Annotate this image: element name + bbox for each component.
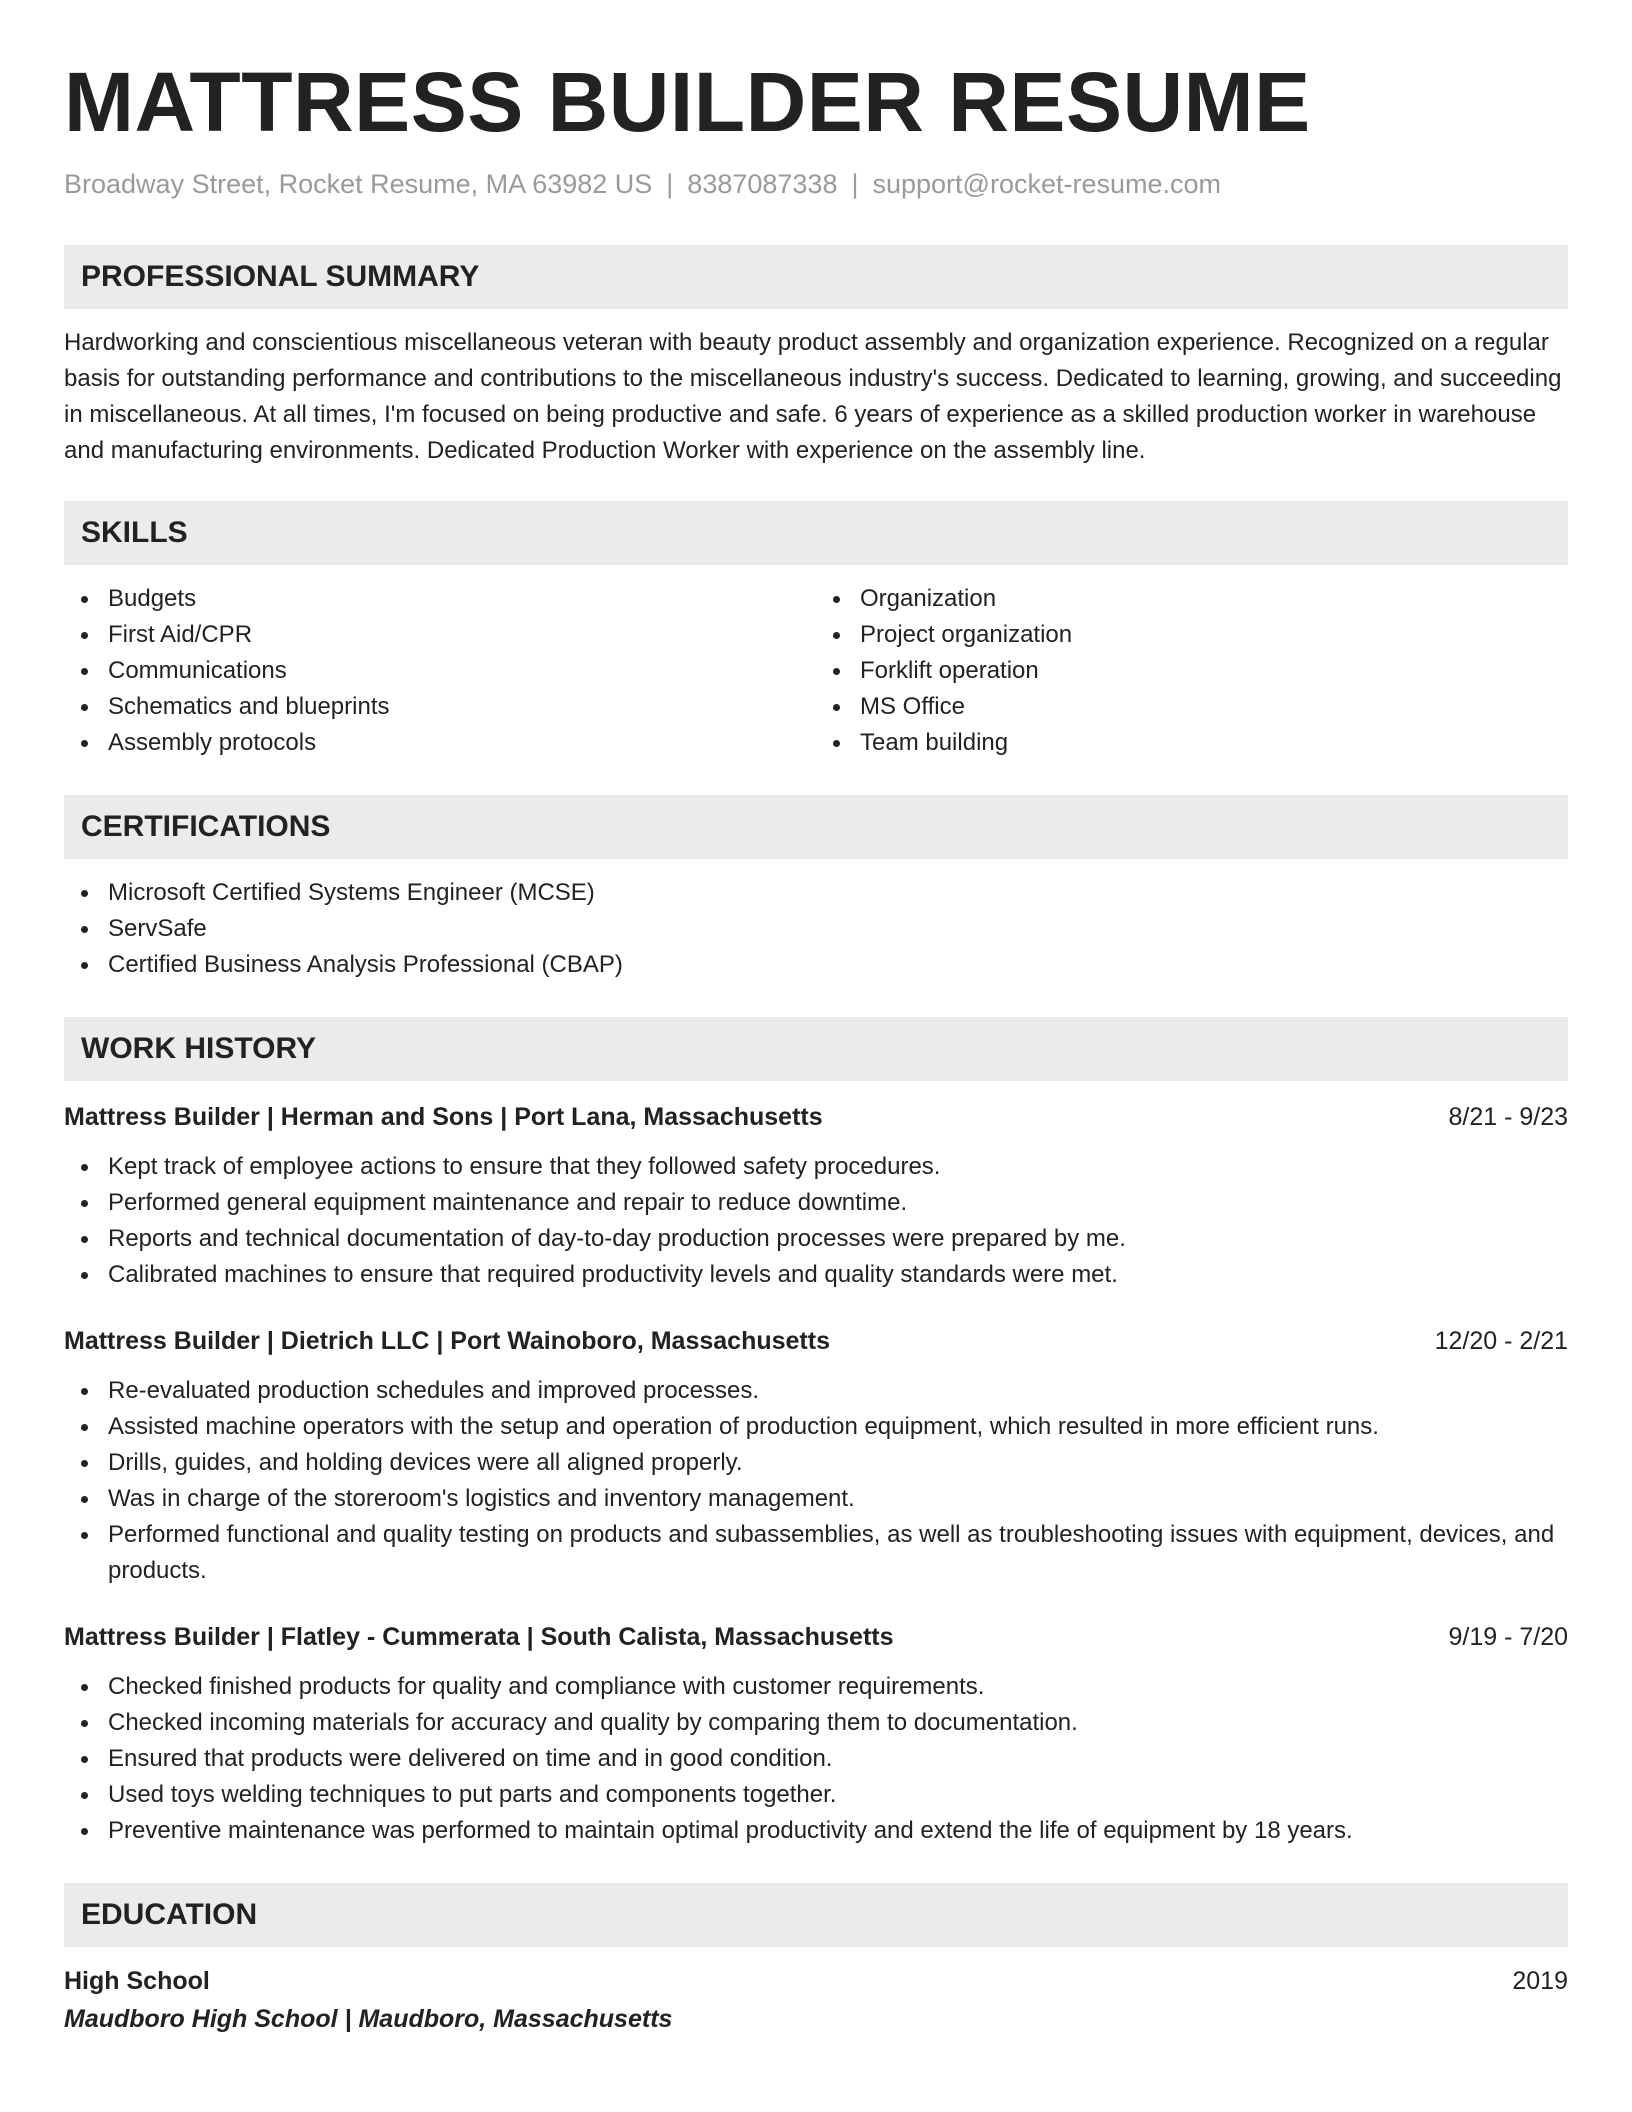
job-title: Mattress Builder | Dietrich LLC | Port Wainoboro, Massachusetts xyxy=(64,1327,830,1355)
job-bullet: Used toys welding techniques to put parts and components together. xyxy=(64,1777,1568,1813)
job-bullets xyxy=(64,1149,1568,1293)
contact-separator: | xyxy=(851,169,859,199)
resume-title: MATTRESS BUILDER RESUME xyxy=(64,55,1311,149)
job-entry xyxy=(64,1619,1568,1849)
contact-address: Broadway Street, Rocket Resume, MA 63982 US xyxy=(64,169,653,199)
job-title: Mattress Builder | Flatley - Cummerata | South Calista, Massachusetts xyxy=(64,1623,894,1651)
skill-item: Organization xyxy=(816,581,1568,617)
section-heading-skills: SKILLS xyxy=(64,501,1568,565)
education-degree: High School xyxy=(64,1967,210,1995)
skills-list-right xyxy=(816,581,1568,761)
education-school: Maudboro High School | Maudboro, Massachusetts xyxy=(64,2005,673,2033)
education-entry xyxy=(64,1963,1568,2039)
skill-item: Project organization xyxy=(816,617,1568,653)
job-bullet: Performed general equipment maintenance and repair to reduce downtime. xyxy=(64,1185,1568,1221)
contact-separator: | xyxy=(666,169,674,199)
job-bullet: Re-evaluated production schedules and improved processes. xyxy=(64,1373,1568,1409)
skill-item: Team building xyxy=(816,725,1568,761)
summary-section xyxy=(64,245,1568,469)
summary-text: Hardworking and conscientious miscellaneous veteran with beauty product assembly and organization experience. Recognized on a regular basis for outstanding performance and contributions to the miscellaneous industry's success. Dedicated to learning, growing, and succeeding in miscellaneous. At all times, I'm focused on being productive and safe. 6 years of experience as a skilled production worker in warehouse and manufacturing environments. Dedicated Production Worker with experience on the assembly line. xyxy=(64,329,1562,464)
skill-item: Schematics and blueprints xyxy=(64,689,816,725)
job-bullet: Reports and technical documentation of day-to-day production processes were prepared by me. xyxy=(64,1221,1568,1257)
skill-item: First Aid/CPR xyxy=(64,617,816,653)
education-section xyxy=(64,1883,1568,2039)
skill-item: MS Office xyxy=(816,689,1568,725)
work-history-section xyxy=(64,1017,1568,1849)
job-bullet: Ensured that products were delivered on time and in good condition. xyxy=(64,1741,1568,1777)
job-entry xyxy=(64,1099,1568,1293)
contact-email: support@rocket-resume.com xyxy=(872,169,1222,199)
job-bullet: Checked incoming materials for accuracy and quality by comparing them to documentation. xyxy=(64,1705,1568,1741)
skill-item: Communications xyxy=(64,653,816,689)
skill-item: Budgets xyxy=(64,581,816,617)
certification-item: Certified Business Analysis Professional (CBAP) xyxy=(64,947,1568,983)
job-bullet: Performed functional and quality testing on products and subassemblies, as well as troubleshooting issues with equipment, devices, and products. xyxy=(64,1517,1568,1589)
contact-phone: 8387087338 xyxy=(687,169,838,199)
job-entry xyxy=(64,1323,1568,1589)
section-heading-education: EDUCATION xyxy=(64,1883,1568,1947)
job-bullet: Drills, guides, and holding devices were all aligned properly. xyxy=(64,1445,1568,1481)
skill-item: Forklift operation xyxy=(816,653,1568,689)
contact-line xyxy=(64,166,1568,202)
certifications-section xyxy=(64,795,1568,983)
certification-item: Microsoft Certified Systems Engineer (MCSE) xyxy=(64,875,1568,911)
job-bullet: Assisted machine operators with the setup and operation of production equipment, which resulted in more efficient runs. xyxy=(64,1409,1568,1445)
section-heading-certifications: CERTIFICATIONS xyxy=(64,795,1568,859)
section-heading-work-history: WORK HISTORY xyxy=(64,1017,1568,1081)
certifications-list xyxy=(64,875,1568,983)
certification-item: ServSafe xyxy=(64,911,1568,947)
skills-columns xyxy=(64,565,1568,761)
job-bullet: Preventive maintenance was performed to maintain optimal productivity and extend the life of equipment by 18 years. xyxy=(64,1813,1568,1849)
job-dates: 8/21 - 9/23 xyxy=(1448,1103,1568,1131)
skills-list-left xyxy=(64,581,816,761)
job-dates: 9/19 - 7/20 xyxy=(1448,1623,1568,1651)
skill-item: Assembly protocols xyxy=(64,725,816,761)
job-bullets xyxy=(64,1669,1568,1849)
job-title: Mattress Builder | Herman and Sons | Port Lana, Massachusetts xyxy=(64,1103,823,1131)
job-bullet: Was in charge of the storeroom's logistics and inventory management. xyxy=(64,1481,1568,1517)
education-year: 2019 xyxy=(1512,1967,1568,1995)
job-bullets xyxy=(64,1373,1568,1589)
job-bullet: Checked finished products for quality and compliance with customer requirements. xyxy=(64,1669,1568,1705)
job-bullet: Calibrated machines to ensure that required productivity levels and quality standards were met. xyxy=(64,1257,1568,1293)
job-bullet: Kept track of employee actions to ensure that they followed safety procedures. xyxy=(64,1149,1568,1185)
section-heading-summary: PROFESSIONAL SUMMARY xyxy=(64,245,1568,309)
skills-section xyxy=(64,501,1568,761)
job-dates: 12/20 - 2/21 xyxy=(1434,1327,1568,1355)
